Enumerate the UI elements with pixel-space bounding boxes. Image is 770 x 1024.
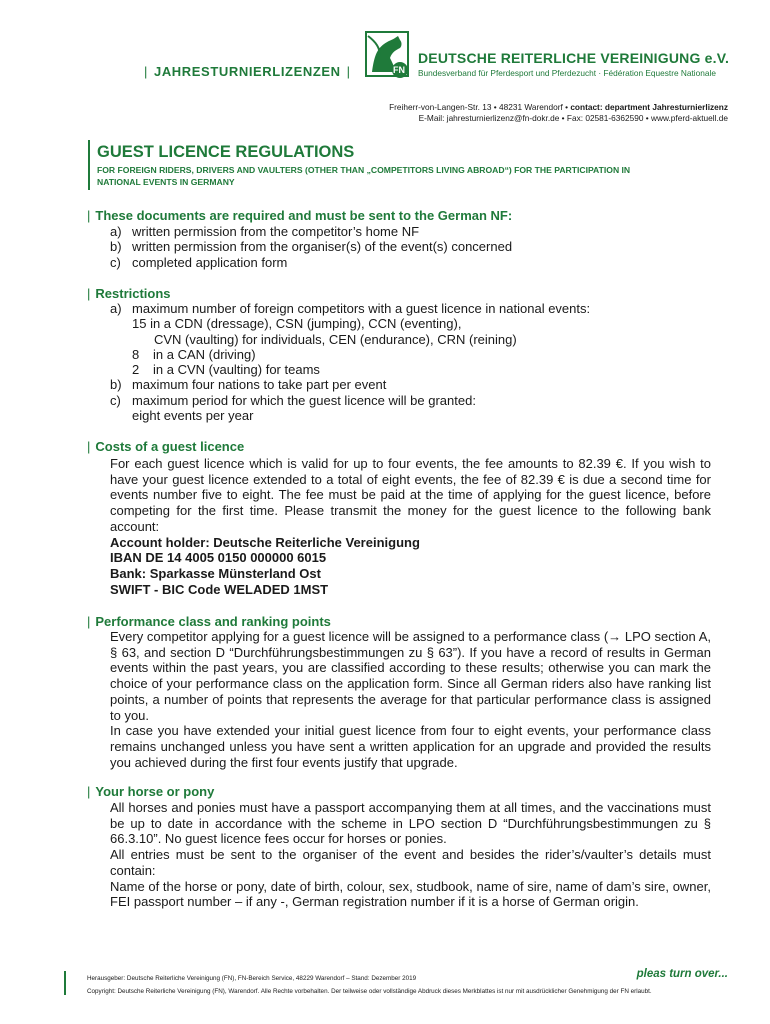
performance-paragraph bbox=[110, 629, 711, 770]
fn-logo bbox=[362, 28, 412, 80]
restriction-line: eight events per year bbox=[132, 408, 254, 424]
costs-paragraph bbox=[110, 456, 711, 597]
section-heading-documents: | These documents are required and must be sent to the German NF: bbox=[87, 208, 513, 223]
section-heading-performance: | Performance class and ranking points bbox=[87, 614, 331, 629]
list-item: a) written permission from the competitor’s home NF bbox=[110, 224, 420, 239]
performance-text-2: In case you have extended your initial guest licence from four to eight events, your performance class remains unchanged unless you have sent a written application for an upgrade and provided the results you achieved during the first four events justify that upgrade. bbox=[110, 723, 711, 770]
horse-text-3: Name of the horse or pony, date of birth, colour, sex, studbook, name of sire, name of dam’s sire, owner, FEI passport number – if any -, German registration number if it is a horse of German origin. bbox=[110, 878, 711, 910]
org-name: DEUTSCHE REITERLICHE VEREINIGUNG e.V. bbox=[418, 50, 730, 66]
performance-text-1: Every competitor applying for a guest licence will be assigned to a performance class (→ LPO section A, § 63, and section D “Durchführungsbestimmungen zu § 63”). If you have a record of results in German events within the past years, you are classified according to these results; otherwise you can mark the choice of your performance class on the application form. Since all German riders also have ranking list points, a number of points that represents the average for that particular performance class is assigned to you. bbox=[110, 629, 711, 723]
footer-accent-bar bbox=[64, 971, 66, 995]
list-item: c) completed application form bbox=[110, 254, 288, 270]
section-heading-costs: | Costs of a guest licence bbox=[87, 439, 245, 454]
address-line-2: E-Mail: jahresturnierlizenz@fn-dokr.de • Fax: 02581-6362590 • www.pferd-aktuell.de bbox=[418, 113, 728, 123]
section-heading-restrictions: | Restrictions bbox=[87, 286, 171, 301]
section-heading-performance-text: Performance class and ranking points bbox=[95, 614, 331, 629]
restriction-line: CVN (vaulting) for individuals, CEN (endurance), CRN (reining) bbox=[154, 331, 517, 347]
brand-tag-left-bar: | bbox=[144, 64, 148, 79]
address-contact: contact: department Jahresturnierlizenz bbox=[570, 102, 728, 112]
list-item: a) maximum number of foreign competitors with a guest licence in national events: bbox=[110, 301, 591, 316]
footer-copyright: Copyright: Deutsche Reiterliche Vereinigung (FN), Warendorf. Alle Rechte vorbehalten. Der teilweise oder vollständige Abdruck dieses Merkblattes ist nur mit ausdrücklicher Genehmigung der FN erlaubt. bbox=[87, 988, 652, 995]
horse-text-1: All horses and ponies must have a passport accompanying them at all times, and the vaccinations must be up to date in accordance with the scheme in LPO section D “Durchführungsbestimmungen zu § 66.3.10”. No guest licence fees occur for horses or ponies. bbox=[110, 800, 711, 847]
horse-text-2: All entries must be sent to the organiser of the event and besides the rider’s/vaulter’s details must contain: bbox=[110, 847, 711, 878]
document-title: GUEST LICENCE REGULATIONS bbox=[97, 143, 355, 161]
address-line-1 bbox=[389, 102, 728, 112]
restriction-line: 15 in a CDN (dressage), CSN (jumping), CCN (eventing), bbox=[132, 316, 462, 332]
restriction-line: 8 in a CAN (driving) bbox=[132, 346, 256, 362]
brand-tag-label: JAHRESTURNIERLIZENZEN bbox=[153, 64, 341, 79]
section-heading-documents-text: These documents are required and must be sent to the German NF: bbox=[95, 208, 513, 223]
horse-paragraph bbox=[110, 800, 711, 910]
bank-iban: IBAN DE 14 4005 0150 000000 6015 bbox=[110, 550, 327, 566]
section-heading-costs-text: Costs of a guest licence bbox=[95, 439, 245, 454]
list-item: b) written permission from the organiser(s) of the event(s) concerned bbox=[110, 239, 513, 255]
title-accent-bar bbox=[88, 140, 90, 190]
brand-tag bbox=[138, 64, 357, 79]
fn-logo-text: FN bbox=[393, 65, 405, 75]
restriction-line: 2 in a CVN (vaulting) for teams bbox=[132, 362, 320, 378]
costs-text: For each guest licence which is valid for up to four events, the fee amounts to 82.39 €. If you wish to have your guest licence extended to a total of eight events, the fee of 82.39 € is due a second time for events number five to eight. The fee must be paid at the time of applying for the guest licence, before competing for the first time. Please transmit the money for the guest licence to the following bank account: bbox=[110, 456, 711, 534]
list-item: b) maximum four nations to take part per event bbox=[110, 377, 387, 393]
bank-name: Bank: Sparkasse Münsterland Ost bbox=[110, 565, 321, 581]
list-item: c) maximum period for which the guest licence will be granted: bbox=[110, 392, 476, 408]
org-subtitle: Bundesverband für Pferdesport und Pferdezucht · Fédération Equestre Nationale bbox=[418, 68, 716, 78]
footer-publisher: Herausgeber: Deutsche Reiterliche Vereinigung (FN), FN-Bereich Service, 48229 Warendorf – Stand: Dezember 2019 bbox=[87, 975, 417, 982]
restrictions-list bbox=[110, 301, 590, 423]
bank-account-holder: Account holder: Deutsche Reiterliche Vereinigung bbox=[110, 534, 420, 550]
address-street: Freiherr-von-Langen-Str. 13 • 48231 Warendorf • bbox=[389, 102, 571, 112]
document-subtitle: FOR FOREIGN RIDERS, DRIVERS AND VAULTERS (OTHER THAN „COMPETITORS LIVING ABROAD“) FOR THE PARTICIPATION IN NATIONAL EVENTS IN GERMANY bbox=[97, 165, 631, 187]
please-turn-over: pleas turn over... bbox=[636, 968, 728, 980]
section-heading-horse-text: Your horse or pony bbox=[95, 784, 215, 799]
brand-tag-right-bar: | bbox=[346, 64, 351, 79]
section-heading-horse: | Your horse or pony bbox=[87, 784, 215, 799]
documents-list bbox=[110, 224, 512, 270]
bank-swift: SWIFT - BIC Code WELADED 1MST bbox=[110, 581, 329, 597]
section-heading-restrictions-text: Restrictions bbox=[95, 286, 171, 301]
